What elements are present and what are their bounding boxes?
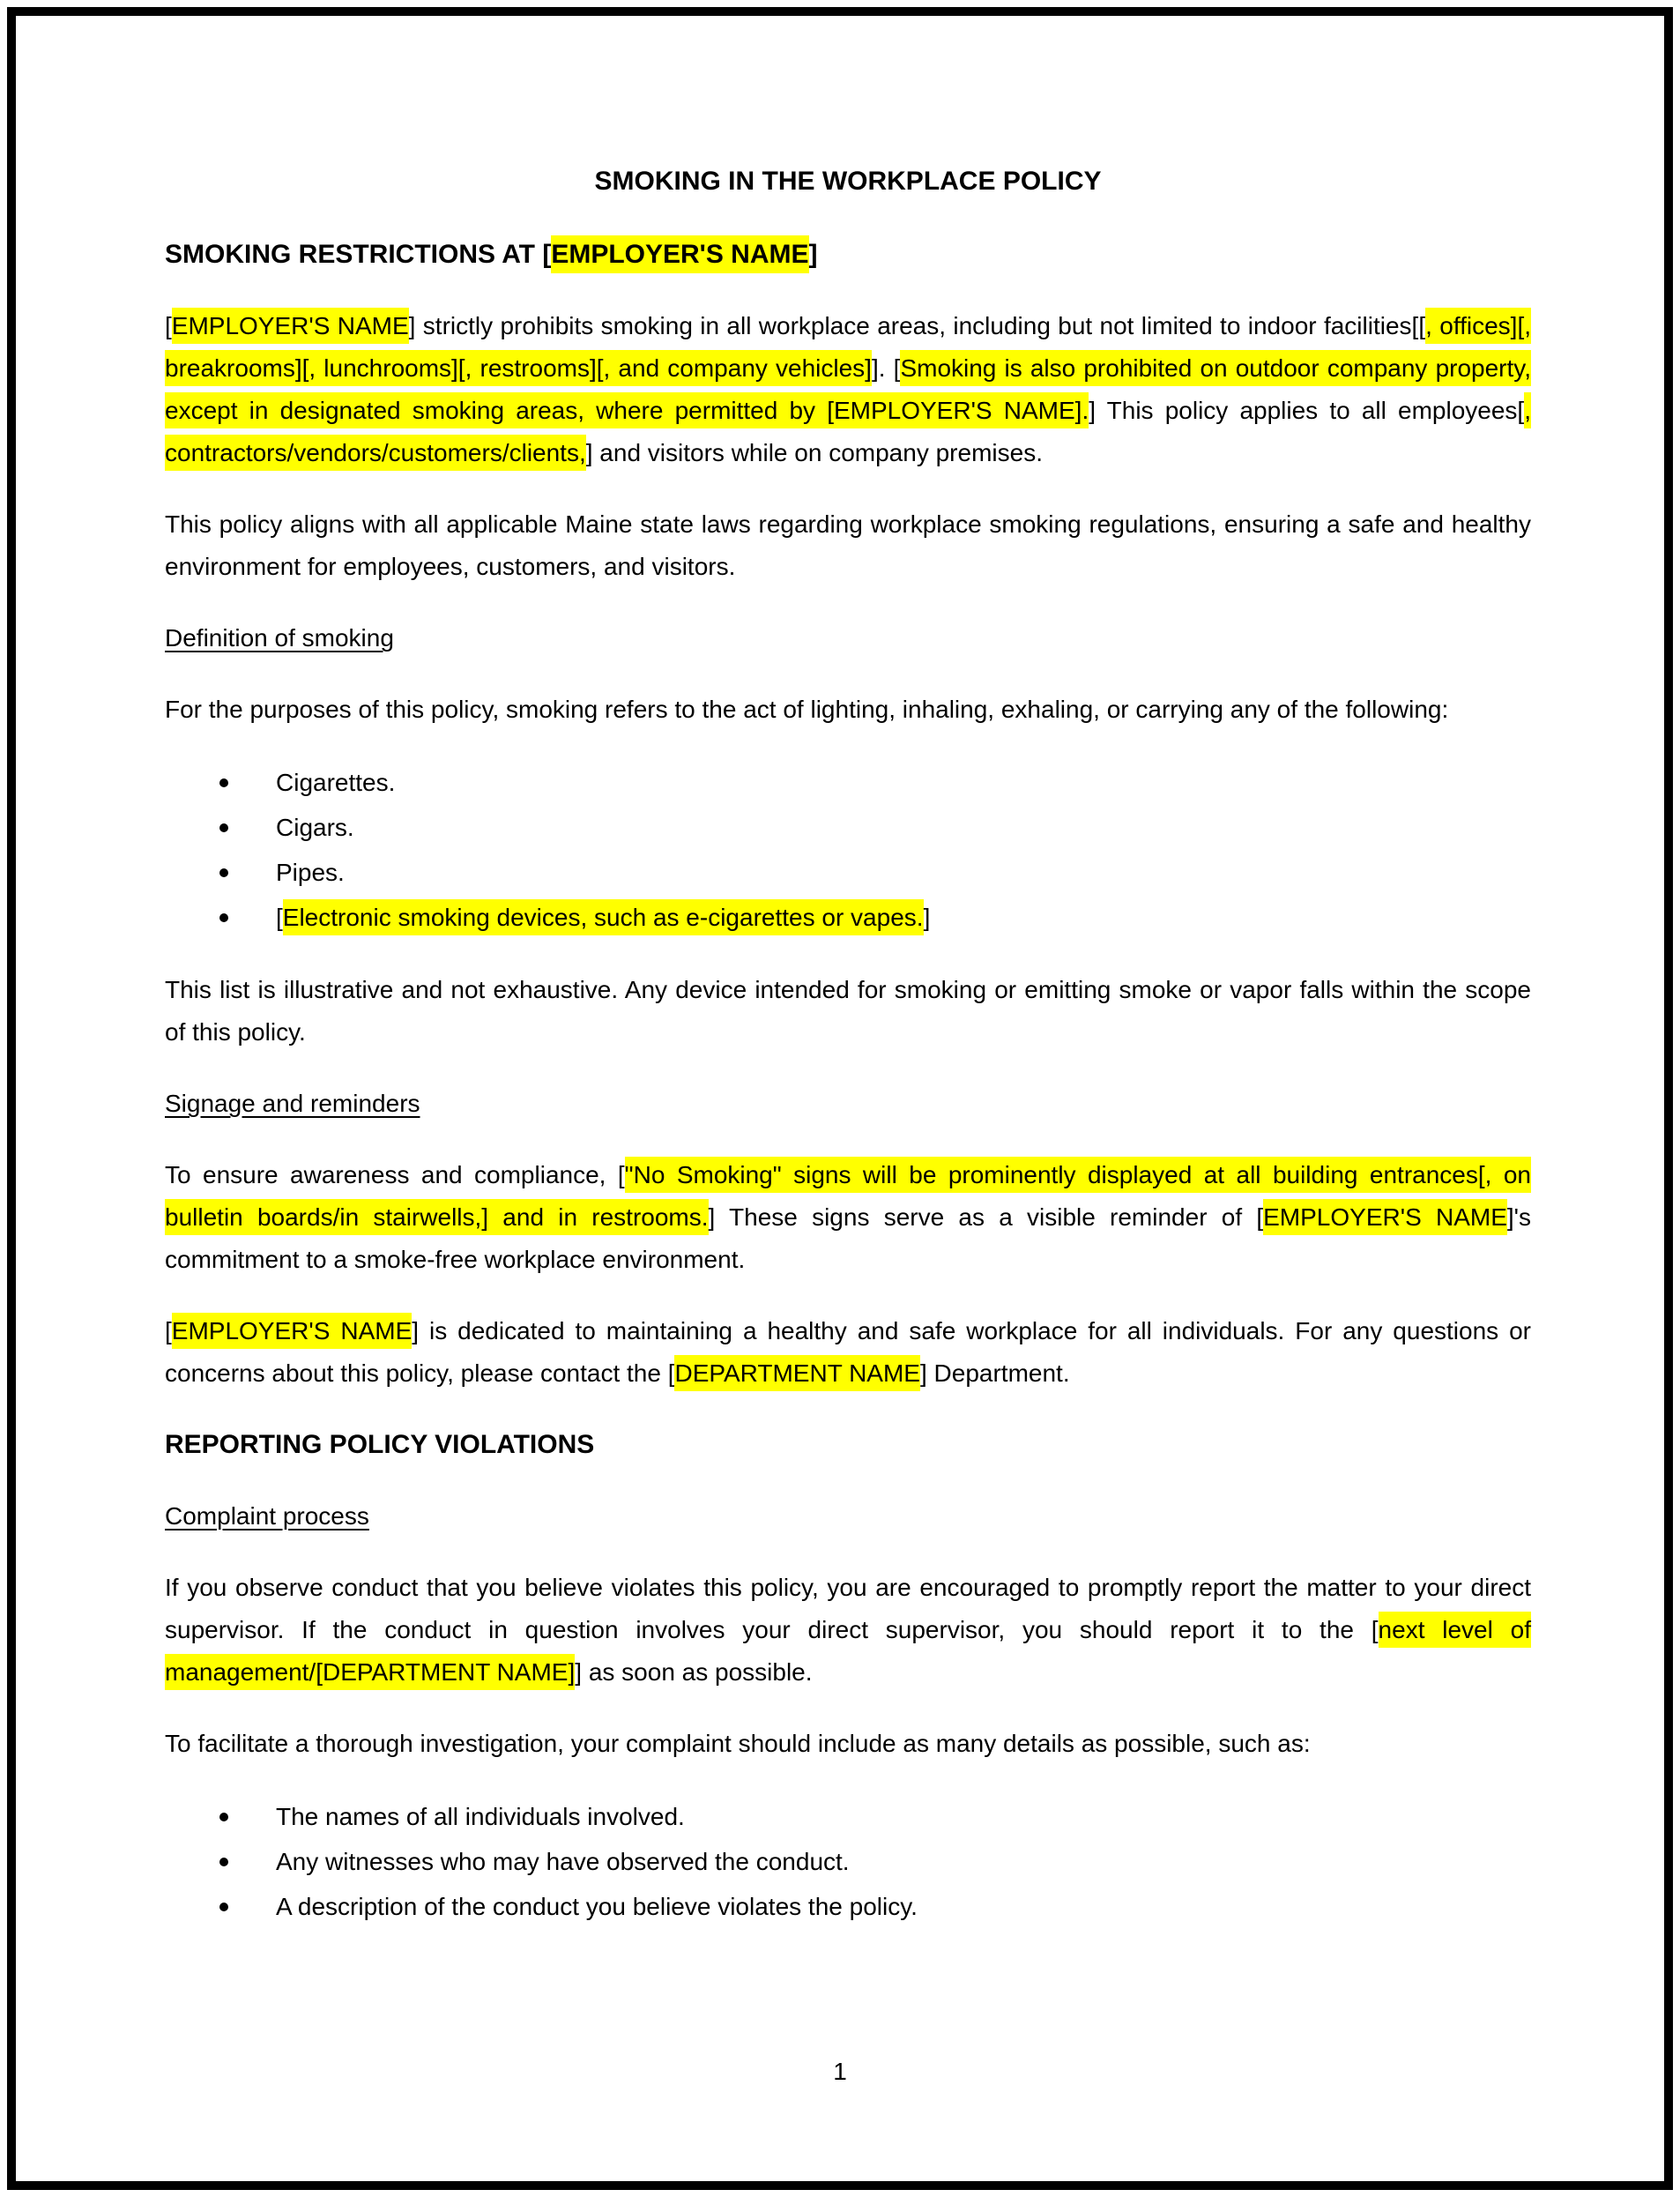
sub-heading — [165, 617, 1531, 659]
text-run: Cigars. — [276, 814, 354, 841]
bullet-item — [276, 1884, 1531, 1929]
text-run: Definition of smoking — [165, 624, 394, 652]
bullet-item — [276, 760, 1531, 805]
document-title — [165, 160, 1531, 203]
highlighted-text: EMPLOYER'S NAME — [172, 1313, 412, 1349]
bullet-item — [276, 895, 1531, 940]
sub-heading — [165, 1083, 1531, 1125]
text-run: Signage and reminders — [165, 1090, 420, 1117]
text-run: REPORTING POLICY VIOLATIONS — [165, 1430, 595, 1459]
text-run: [ — [276, 904, 283, 931]
bullet-list — [165, 1794, 1531, 1929]
text-run: This list is illustrative and not exhaustive. Any device intended for smoking or emitting smoke or vapor falls within the scope of this policy. — [165, 976, 1531, 1046]
highlighted-text: , offices][, breakrooms][, lunchrooms][, restrooms][, and company vehicles] — [165, 308, 1531, 386]
text-run: ] This policy applies to all employees[ — [1089, 397, 1525, 424]
paragraph — [165, 1154, 1531, 1281]
text-run: ] is dedicated to maintaining a healthy and safe workplace for all individuals. For any questions or concerns about this policy, please contact the [ — [165, 1317, 1532, 1387]
highlighted-text: DEPARTMENT NAME — [674, 1355, 919, 1391]
text-run: ] — [923, 904, 931, 931]
section-heading — [165, 234, 1531, 276]
text-run: ] These signs serve as a visible reminder of [ — [708, 1203, 1264, 1231]
sub-heading — [165, 1495, 1531, 1538]
paragraph — [165, 969, 1531, 1054]
highlighted-text: "No Smoking" signs will be prominently displayed at all building entrances[, on bulletin boards/in stairwells,] and in restrooms. — [165, 1157, 1531, 1235]
highlighted-text: EMPLOYER'S NAME — [1263, 1199, 1507, 1235]
bullet-list — [165, 760, 1531, 940]
paragraph — [165, 1310, 1531, 1395]
text-run: Complaint process — [165, 1502, 369, 1530]
text-run: Any witnesses who may have observed the conduct. — [276, 1848, 850, 1875]
text-run: To facilitate a thorough investigation, your complaint should include as many details as possible, such as: — [165, 1730, 1311, 1757]
highlighted-text: Electronic smoking devices, such as e-cigarettes or vapes. — [283, 899, 924, 935]
highlighted-text: next level of management/[DEPARTMENT NAME] — [165, 1612, 1531, 1690]
paragraph — [165, 689, 1531, 731]
highlighted-text: EMPLOYER'S NAME — [172, 308, 409, 344]
text-run: If you observe conduct that you believe violates this policy, you are encouraged to promptly report the matter to your direct supervisor. If the conduct in question involves your direct supervisor, you should report it to the [ — [165, 1574, 1531, 1643]
bullet-item — [276, 1794, 1531, 1839]
bullet-item — [276, 850, 1531, 895]
text-run: To ensure awareness and compliance, [ — [165, 1161, 625, 1188]
section-heading — [165, 1424, 1531, 1466]
text-run: For the purposes of this policy, smoking refers to the act of lighting, inhaling, exhaling, or carrying any of the following: — [165, 696, 1449, 723]
text-run: ] — [808, 240, 818, 269]
bullet-item — [276, 1839, 1531, 1884]
paragraph — [165, 305, 1531, 474]
text-run: ] Department. — [919, 1359, 1070, 1387]
text-run: A description of the conduct you believe violates the policy. — [276, 1893, 918, 1920]
text-run: ]'s commitment to a smoke-free workplace environment. — [165, 1203, 1531, 1273]
paragraph — [165, 1723, 1531, 1765]
text-run: The names of all individuals involved. — [276, 1803, 685, 1830]
text-run: SMOKING RESTRICTIONS AT [ — [165, 240, 552, 269]
highlighted-text: Smoking is also prohibited on outdoor company property, except in designated smoking areas, where permitted by [EMPLOYER'S NAME]. — [165, 350, 1531, 428]
paragraph — [165, 503, 1531, 588]
text-run: Pipes. — [276, 859, 345, 886]
text-run: ] as soon as possible. — [575, 1658, 813, 1686]
text-run: ]. [ — [871, 354, 901, 382]
text-run: This policy aligns with all applicable Maine state laws regarding workplace smoking regulations, ensuring a safe and healthy environment for employees, customers, and visitors. — [165, 510, 1531, 580]
highlighted-text: EMPLOYER'S NAME — [551, 235, 808, 273]
text-run: SMOKING IN THE WORKPLACE POLICY — [594, 167, 1102, 196]
text-run: [ — [165, 312, 172, 339]
document-page — [7, 7, 1673, 2190]
text-run: [ — [165, 1317, 172, 1344]
text-run: Cigarettes. — [276, 769, 396, 796]
document-content — [165, 160, 1531, 1958]
text-run: ] strictly prohibits smoking in all workplace areas, including but not limited to indoor facilities[[ — [408, 312, 1426, 339]
text-run: ] and visitors while on company premises. — [585, 439, 1043, 466]
highlighted-text: , contractors/vendors/customers/clients, — [165, 392, 1531, 471]
paragraph — [165, 1567, 1531, 1694]
page-number: 1 — [833, 2058, 847, 2085]
bullet-item — [276, 805, 1531, 850]
